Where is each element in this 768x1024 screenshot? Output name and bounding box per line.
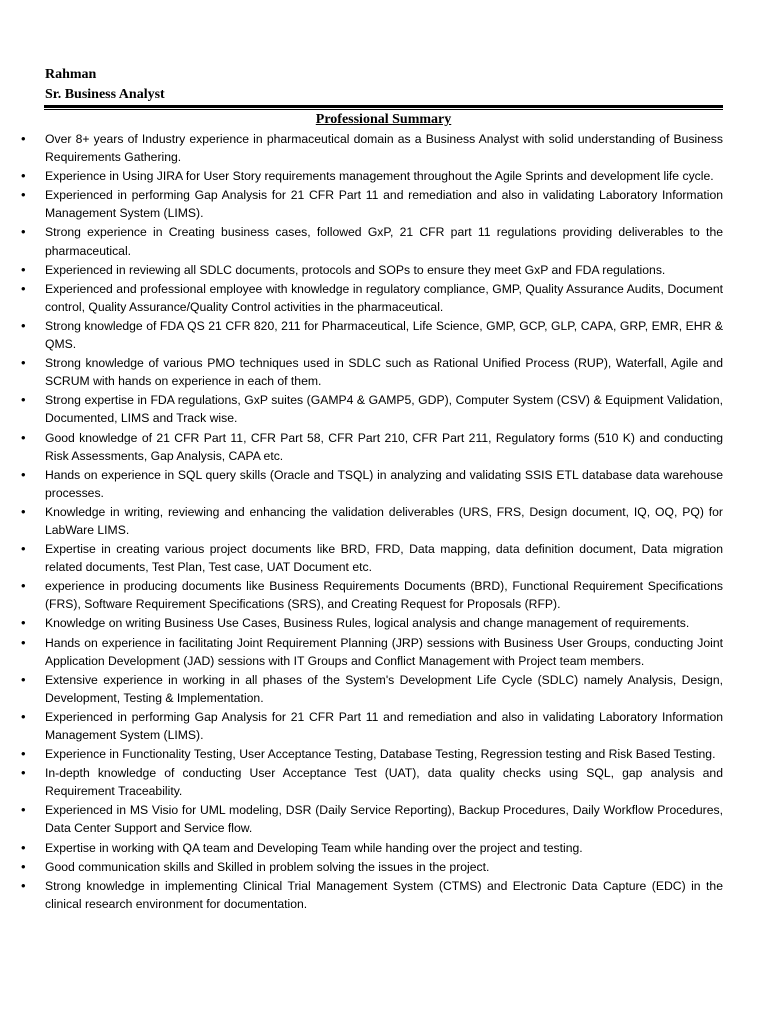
summary-bullet-item: [0, 167, 768, 185]
bullet-text: Knowledge in writing, reviewing and enhancing the validation deliverables (URS, FRS, Design document, IQ, OQ, PQ) for LabWare LIMS.: [45, 504, 723, 537]
bullet-marker: •: [21, 746, 26, 762]
bullet-text: Good communication skills and Skilled in problem solving the issues in the project.: [45, 859, 490, 874]
bullet-text: Knowledge on writing Business Use Cases, Business Rules, logical analysis and change management of requirements.: [45, 616, 690, 631]
bullet-marker: •: [21, 224, 26, 240]
summary-bullet-item: [0, 261, 768, 279]
bullet-marker: •: [21, 802, 26, 818]
summary-bullet-item: [0, 317, 768, 353]
summary-bullet-item: [0, 130, 768, 166]
header-rule-thin: [44, 109, 723, 110]
bullet-text: Over 8+ years of Industry experience in pharmaceutical domain as a Business Analyst with solid understanding of Business Requirements Gathering.: [45, 132, 723, 165]
bullet-marker: •: [21, 858, 26, 874]
bullet-marker: •: [21, 877, 26, 893]
candidate-name: Rahman: [45, 67, 97, 82]
bullet-text: Experienced in performing Gap Analysis for 21 CFR Part 11 and remediation and also in validating Laboratory Information Management System (LIMS).: [45, 709, 723, 742]
bullet-text: Experienced and professional employee with knowledge in regulatory compliance, GMP, Quality Assurance Audits, Document control, Quality Assurance/Quality Control activities in the pharmaceutical.: [45, 281, 723, 314]
bullet-text: Experienced in reviewing all SDLC documents, protocols and SOPs to ensure they meet GxP and FDA regulations.: [45, 262, 666, 277]
bullet-text: Strong expertise in FDA regulations, GxP suites (GAMP4 & GAMP5, GDP), Computer System (CSV) & Equipment Validation, Documented, LIMS and Track wise.: [45, 393, 723, 426]
summary-bullet-item: [0, 634, 768, 670]
bullet-text: Hands on experience in SQL query skills (Oracle and TSQL) in analyzing and validating SSIS ETL database data warehouse processes.: [45, 467, 723, 500]
bullet-marker: •: [21, 503, 26, 519]
bullet-marker: •: [21, 392, 26, 408]
bullet-marker: •: [21, 131, 26, 146]
bullet-text: Experienced in performing Gap Analysis for 21 CFR Part 11 and remediation and also in validating Laboratory Information Management System (LIMS).: [45, 188, 723, 221]
bullet-text: Strong knowledge in implementing Clinical Trial Management System (CTMS) and Electronic Data Capture (EDC) in the clinical research environment for documentation.: [45, 878, 723, 911]
bullet-text: experience in producing documents like Business Requirements Documents (BRD), Functional Requirement Specifications (FRS), Software Requirement Specifications (SRS), and Creating Request for Proposals (RFP).: [45, 579, 723, 612]
summary-bullet-item: [0, 671, 768, 707]
bullet-marker: •: [21, 466, 26, 482]
bullet-text: Good knowledge of 21 CFR Part 11, CFR Part 58, CFR Part 210, CFR Part 211, Regulatory forms (510 K) and conducting Risk Assessments, Gap Analysis, CAPA etc.: [45, 430, 723, 463]
bullet-marker: •: [21, 615, 26, 631]
bullet-marker: •: [21, 355, 26, 371]
bullet-text: Expertise in working with QA team and Developing Team while handing over the project and testing.: [45, 840, 583, 855]
bullet-marker: •: [21, 578, 26, 594]
bullet-text: Strong knowledge of FDA QS 21 CFR 820, 211 for Pharmaceutical, Life Science, GMP, GCP, GLP, CAPA, GRP, EMR, EHR & QMS.: [45, 318, 723, 352]
bullet-marker: •: [21, 839, 26, 855]
summary-bullet-item: [0, 801, 768, 837]
summary-bullet-item: [0, 503, 768, 539]
bullet-text: Strong experience in Creating business cases, followed GxP, 21 CFR part 11 regulations providing deliverables to the pharmaceutical.: [45, 225, 723, 258]
summary-bullet-item: [0, 354, 768, 390]
bullet-text: Hands on experience in facilitating Joint Requirement Planning (JRP) sessions with Business User Groups, conducting Joint Application Development (JAD) sessions with IT Groups and Conflict Management with Project team members.: [45, 635, 723, 668]
summary-bullet-item: [0, 764, 768, 800]
bullet-text: Strong knowledge of various PMO techniques used in SDLC such as Rational Unified Process (RUP), Waterfall, Agile and SCRUM with hands on experience in each of them.: [45, 356, 723, 389]
bullet-text: Expertise in creating various project documents like BRD, FRD, Data mapping, data definition document, Data migration related documents, Test Plan, Test case, UAT Document etc.: [45, 542, 723, 575]
summary-bullet-item: [0, 540, 768, 576]
summary-bullet-item: [0, 614, 768, 632]
section-heading: Professional Summary: [315, 112, 452, 127]
summary-bullet-item: [0, 429, 768, 465]
bullet-marker: •: [21, 541, 26, 557]
header-rule-thick: [44, 105, 723, 108]
candidate-title: Sr. Business Analyst: [45, 87, 165, 102]
bullet-marker: •: [21, 280, 26, 296]
bullet-marker: •: [21, 634, 26, 650]
bullet-marker: •: [21, 765, 26, 781]
summary-bullet-item: [0, 391, 768, 427]
bullet-text: Experience in Using JIRA for User Story requirements management throughout the Agile Sprints and development life cycle.: [45, 169, 714, 184]
bullet-text: In-depth knowledge of conducting User Acceptance Test (UAT), data quality checks using SQL, gap analysis and Requirement Traceability.: [45, 766, 723, 799]
summary-bullet-item: [0, 186, 768, 222]
summary-bullet-item: [0, 858, 768, 876]
bullet-text: Experience in Functionality Testing, User Acceptance Testing, Database Testing, Regression testing and Risk Based Testing.: [45, 747, 716, 762]
summary-bullet-item: [0, 839, 768, 857]
summary-bullet-item: [0, 708, 768, 744]
bullet-marker: •: [21, 671, 26, 687]
summary-bullet-item: [0, 577, 768, 613]
bullet-marker: •: [21, 168, 26, 184]
summary-bullet-item: [0, 466, 768, 502]
summary-bullet-item: [0, 280, 768, 316]
bullet-marker: •: [21, 261, 26, 277]
bullet-marker: •: [21, 187, 26, 203]
summary-bullet-list: [0, 130, 768, 914]
bullet-marker: •: [21, 429, 26, 445]
bullet-text: Extensive experience in working in all phases of the System's Development Life Cycle (SDLC) namely Analysis, Design, Development, Testing & Implementation.: [45, 672, 723, 705]
summary-bullet-item: [0, 745, 768, 763]
summary-bullet-item: [0, 223, 768, 259]
bullet-text: Experienced in MS Visio for UML modeling, DSR (Daily Service Reporting), Backup Procedures, Daily Workflow Procedures, Data Center Support and Service flow.: [45, 803, 723, 836]
summary-bullet-item: [0, 877, 768, 913]
bullet-marker: •: [21, 708, 26, 724]
bullet-marker: •: [21, 317, 26, 333]
